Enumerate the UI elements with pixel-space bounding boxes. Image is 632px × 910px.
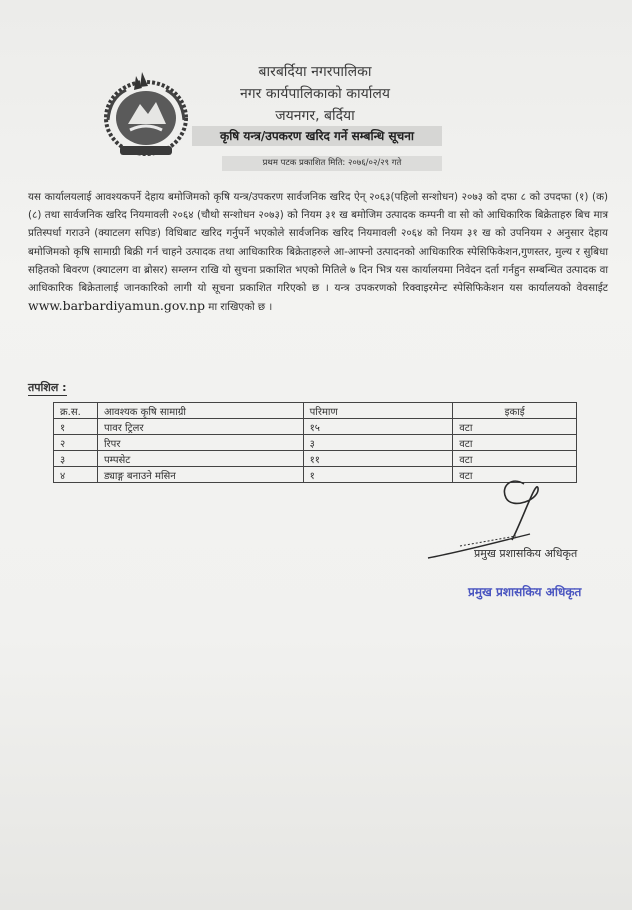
table-header-row bbox=[54, 403, 577, 419]
col-header-quantity: परिमाण bbox=[303, 403, 453, 419]
nepal-government-emblem-icon bbox=[100, 68, 192, 160]
col-header-item: आवश्यक कृषि सामाग्री bbox=[97, 403, 303, 419]
col-header-sn: क्र.स. bbox=[54, 403, 98, 419]
notice-body bbox=[28, 188, 608, 316]
cell-unit: वटा bbox=[453, 435, 577, 451]
details-label: तपशिल : bbox=[28, 381, 67, 394]
col-header-unit: इकाई bbox=[453, 403, 577, 419]
cell-item: पम्पसेट bbox=[97, 451, 303, 467]
website-link[interactable]: www.barbardiyamun.gov.np bbox=[28, 298, 206, 314]
cell-sn: ४ bbox=[54, 467, 98, 483]
notice-subject: कृषि यन्त्र/उपकरण खरिद गर्ने सम्बन्धि सूचना bbox=[192, 126, 442, 146]
cell-unit: वटा bbox=[453, 467, 577, 483]
cell-quantity: १५ bbox=[303, 419, 453, 435]
publish-date: प्रथम पटक प्रकाशित मिति: २०७६/०२/२९ गते bbox=[222, 156, 442, 171]
table-row bbox=[54, 435, 577, 451]
office-address: जयनगर, बर्दिया bbox=[275, 108, 355, 124]
notice-paragraph: यस कार्यालयलाई आवश्यकपर्ने देहाय बमोजिमको कृषि यन्त्र/उपकरण सार्वजनिक खरिद ऐन् २०६३(पहिलो सन्शोधन) २०७३ को दफा ८ को उपदफा (१) (क) (८) तथा सार्वजनिक खरिद नियमावली २०६४ (चौथो सन्शोधन २०७३) को नियम ३१ ख बमोजिम उत्पादक कम्पनी वा सो को आधिकारिक बिक्रेताहरु बिच मात्र प्रतिस्पर्धा गराउने (क्याटलग सपिङ) विधिबाट खरिद गर्नुपर्ने भएकोले सार्वजनिक खरिद नियमावली २०६४ को नियम ३१ ख को उपनियम २ अनुसार देहाय बमोजिमको कृषि सामाग्री बिक्री गर्न चाहने उत्पादक तथा आधिकारिक बिक्रेताहरुले आ-आफ्नो उत्पादनको आधिकारिक स्पेसिफिकेशन,गुणस्तर, मुल्य र सुबिधा सहितको बिवरण (क्याटलग वा ब्रोसर) सम्लग्न राखि यो सुचना प्रकाशित भएको मितिले ७ दिन भित्र यस कार्यालयमा निवेदन दर्ता गर्नहुन सम्बन्धित उत्पादक वा आधिकारिक बिक्रेतालाई जानकारिको लागी यो सूचना प्रकाशित गरिएको छ । यन्त्र उपकरणको रिक्वाइरमेन्ट स्पेसिफिकेशन यस कार्यालयको वेवसाईट bbox=[28, 191, 608, 295]
cell-unit: वटा bbox=[453, 451, 577, 467]
cell-quantity: ११ bbox=[303, 451, 453, 467]
table-row bbox=[54, 451, 577, 467]
table-row bbox=[54, 419, 577, 435]
cell-quantity: ३ bbox=[303, 435, 453, 451]
cell-sn: १ bbox=[54, 419, 98, 435]
notice-closing: मा राखिएको छ । bbox=[205, 301, 273, 314]
cell-sn: २ bbox=[54, 435, 98, 451]
cell-item: पावर ट्रिलर bbox=[97, 419, 303, 435]
office-name: नगर कार्यपालिकाको कार्यालय bbox=[240, 86, 390, 102]
signatory-title: प्रमुख प्रशासकिय अधिकृत bbox=[474, 547, 578, 560]
municipality-name: बारबर्दिया नगरपालिका bbox=[258, 64, 372, 80]
cell-sn: ३ bbox=[54, 451, 98, 467]
official-stamp: प्रमुख प्रशासकिय अधिकृत bbox=[468, 585, 582, 599]
cell-item: रिपर bbox=[97, 435, 303, 451]
cell-unit: वटा bbox=[453, 419, 577, 435]
cell-quantity: १ bbox=[303, 467, 453, 483]
cell-item: ड्याङ्ग बनाउने मसिन bbox=[97, 467, 303, 483]
